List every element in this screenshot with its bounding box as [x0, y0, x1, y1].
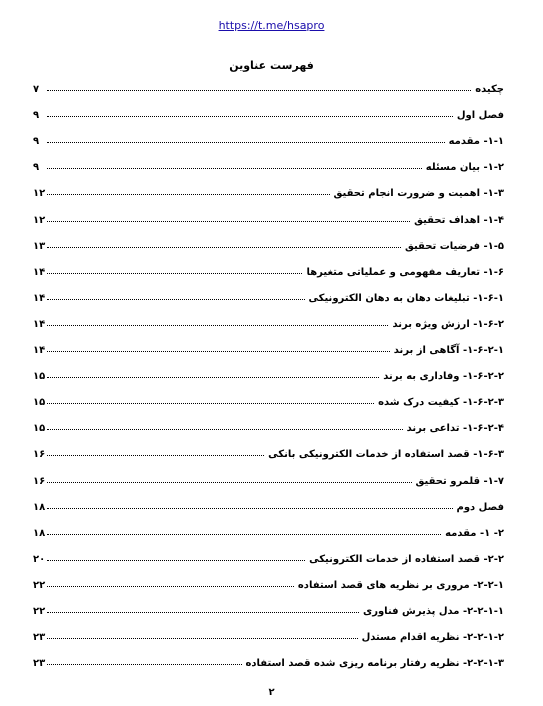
- toc-entry-page: ۲۰: [33, 554, 46, 565]
- dot-leader: [47, 612, 359, 613]
- toc-entry-page: ۱۸: [33, 502, 46, 513]
- toc-entry-label: ۱-۶-۲-۴- تداعی برند: [406, 423, 504, 434]
- dot-leader: [47, 403, 374, 404]
- toc-entry-label: فصل اول: [456, 110, 504, 121]
- toc-entry-page: ۱۴: [33, 293, 46, 304]
- dot-leader: [47, 221, 410, 222]
- toc-entry-page: ۱۲: [33, 215, 46, 226]
- toc-entry-label: ۱-۲- بیان مسئله: [425, 162, 504, 173]
- dot-leader: [47, 429, 402, 430]
- toc-entry-page: ۱۵: [33, 423, 46, 434]
- toc-entry[interactable]: [33, 549, 504, 565]
- dot-leader: [47, 247, 401, 248]
- toc-entry-label: ۱-۶-۲-۲- وفاداری به برند: [383, 371, 504, 382]
- dot-leader: [47, 90, 471, 91]
- toc-entry[interactable]: [33, 210, 504, 226]
- toc-entry[interactable]: [33, 653, 504, 669]
- toc-entry-page: ۱۴: [33, 345, 46, 356]
- toc-entry-label: فصل دوم: [456, 502, 504, 513]
- toc-entry-label: ۱-۷- قلمرو تحقیق: [415, 476, 504, 487]
- dot-leader: [47, 377, 379, 378]
- toc-entry[interactable]: [33, 183, 504, 199]
- toc-entry[interactable]: [33, 601, 504, 617]
- toc-entry-label: ۱-۶-۳- قصد استفاده از خدمات الکترونیکی بانکی: [268, 449, 504, 460]
- toc-entry[interactable]: [33, 497, 504, 513]
- toc-entry[interactable]: [33, 288, 504, 304]
- toc-entry-page: ۹: [33, 162, 40, 173]
- toc-entry-page: ۱۶: [33, 476, 46, 487]
- toc-entry-page: ۱۵: [33, 371, 46, 382]
- toc-entry-page: ۱۸: [33, 528, 46, 539]
- dot-leader: [47, 664, 241, 665]
- toc-entry-label: ۱-۶- تعاریف مفهومی و عملیاتی متغیرها: [306, 267, 504, 278]
- toc-entry-label: ۱-۵- فرضیات تحقیق: [404, 241, 504, 252]
- toc-entry[interactable]: [33, 340, 504, 356]
- toc-entry-label: ۱-۶-۲- ارزش ویژه برند: [392, 319, 504, 330]
- toc-entry[interactable]: [33, 157, 504, 173]
- dot-leader: [47, 638, 357, 639]
- toc-entry-label: ۱-۳- اهمیت و ضرورت انجام تحقیق: [333, 188, 504, 199]
- toc-entry[interactable]: [33, 523, 504, 539]
- toc-entry[interactable]: [33, 131, 504, 147]
- dot-leader: [47, 168, 422, 169]
- toc-entry-page: ۱۳: [33, 241, 46, 252]
- toc-entry-label: ۱-۱- مقدمه: [448, 136, 504, 147]
- toc-entry-label: ۲-۲- قصد استفاده از خدمات الکترونیکی: [309, 554, 504, 565]
- dot-leader: [47, 534, 441, 535]
- toc-entry-label: ۱-۶-۲-۱- آگاهی از برند: [393, 345, 504, 356]
- dot-leader: [47, 482, 411, 483]
- dot-leader: [47, 560, 305, 561]
- toc-entry-page: ۲۳: [33, 632, 46, 643]
- toc-entry[interactable]: [33, 366, 504, 382]
- toc-entry[interactable]: [33, 575, 504, 591]
- toc-entry-label: ۱-۶-۱- تبلیغات دهان به دهان الکترونیکی: [308, 293, 504, 304]
- page-number: ۲: [268, 687, 275, 698]
- toc-entry-label: ۲-۲-۱-۱- مدل پذیرش فناوری: [363, 606, 504, 617]
- dot-leader: [47, 455, 264, 456]
- toc-entry-label: ۲-۲-۱-۳- نظریه رفتار برنامه ریزی شده قصد استفاده: [245, 658, 504, 669]
- toc-entry-page: ۱۴: [33, 319, 46, 330]
- dot-leader: [47, 508, 452, 509]
- dot-leader: [47, 194, 329, 195]
- toc-entry[interactable]: [33, 444, 504, 460]
- dot-leader: [47, 351, 390, 352]
- toc-entry[interactable]: [33, 262, 504, 278]
- toc-entry-page: ۱۴: [33, 267, 46, 278]
- toc-entry[interactable]: [33, 418, 504, 434]
- header-link[interactable]: https://t.me/hsapro: [218, 19, 325, 32]
- toc-entry-page: ۱۶: [33, 449, 46, 460]
- dot-leader: [47, 325, 388, 326]
- toc-entry-label: ۱-۴- اهداف تحقیق: [414, 215, 504, 226]
- toc-entry-label: ۲-۲-۱- مروری بر نظریه های قصد استفاده: [297, 580, 504, 591]
- dot-leader: [47, 142, 445, 143]
- dot-leader: [47, 116, 453, 117]
- toc-entry-label: ۲-۲-۱-۲- نظریه اقدام مستدل: [361, 632, 504, 643]
- dot-leader: [47, 586, 294, 587]
- toc-entry-label: ۲- ۱- مقدمه: [445, 528, 504, 539]
- toc-title: فهرست عناوین: [229, 59, 314, 72]
- toc-entry-page: ۷: [33, 84, 40, 95]
- dot-leader: [47, 299, 304, 300]
- toc-entry[interactable]: [33, 236, 504, 252]
- toc-entry-page: ۲۲: [33, 606, 46, 617]
- toc-entry-label: چکیده: [475, 84, 504, 95]
- toc-entry-label: ۱-۶-۲-۳- کیفیت درک شده: [378, 397, 504, 408]
- toc-entry-page: ۱۵: [33, 397, 46, 408]
- toc-entry[interactable]: [33, 392, 504, 408]
- toc-entry-page: ۹: [33, 136, 40, 147]
- toc-entry[interactable]: [33, 627, 504, 643]
- toc-entry-page: ۲۳: [33, 658, 46, 669]
- toc-entry[interactable]: [33, 79, 504, 95]
- toc-entry-page: ۹: [33, 110, 40, 121]
- toc-entry-page: ۱۲: [33, 188, 46, 199]
- toc-entry[interactable]: [33, 471, 504, 487]
- dot-leader: [47, 273, 302, 274]
- toc-entry-page: ۲۲: [33, 580, 46, 591]
- toc-entry[interactable]: [33, 105, 504, 121]
- toc-entry[interactable]: [33, 314, 504, 330]
